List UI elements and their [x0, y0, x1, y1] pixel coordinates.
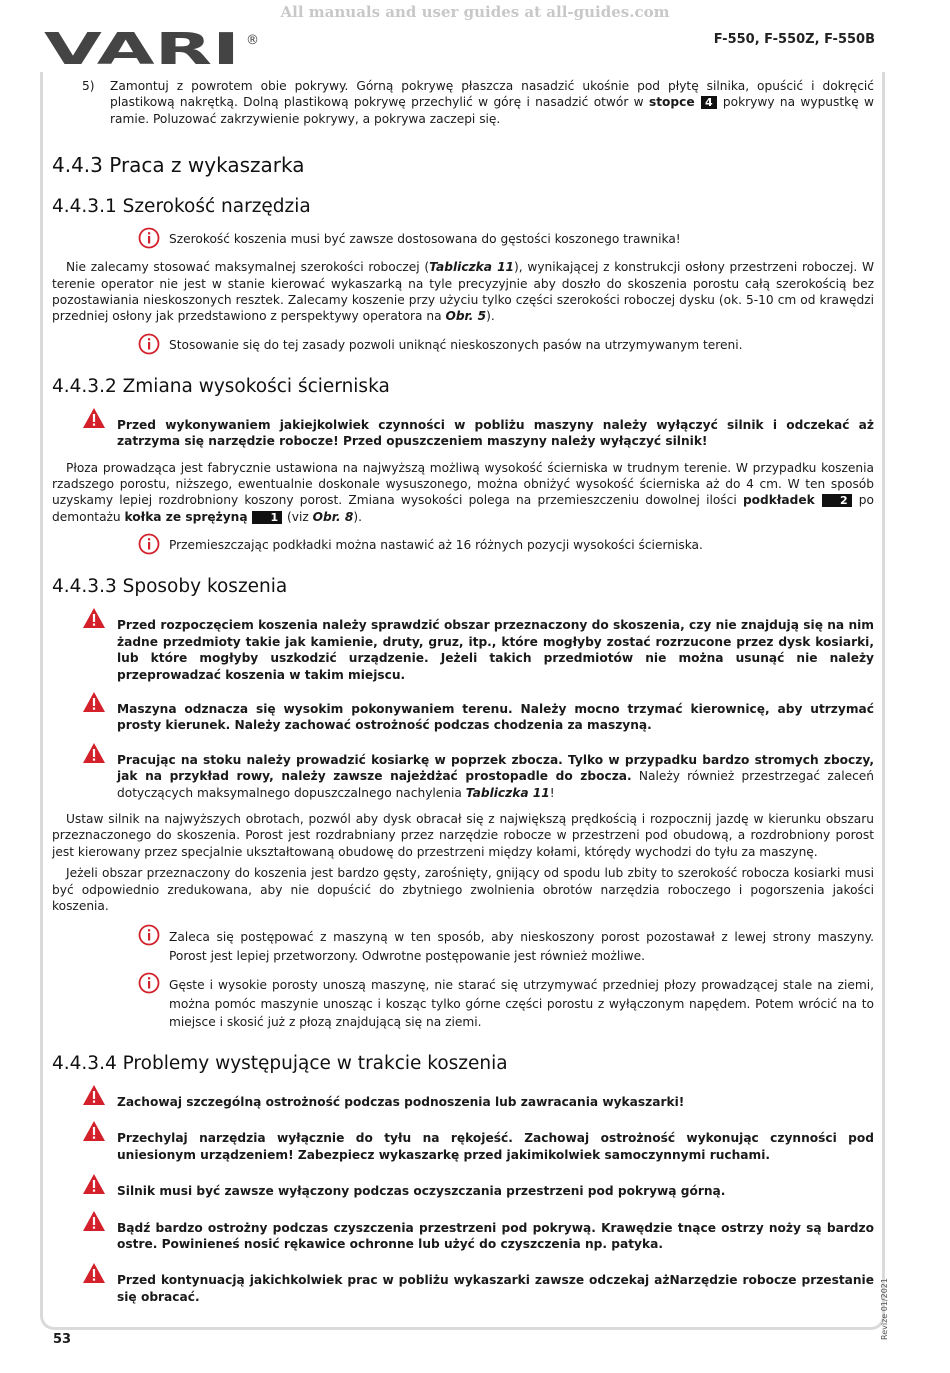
- warning-note: [82, 617, 874, 683]
- warning-triangle-icon: [82, 1173, 106, 1195]
- info-circle-icon: [138, 924, 160, 946]
- callout-number: 2: [822, 494, 852, 507]
- info-note: [138, 928, 874, 966]
- paragraph: Ustaw silnik na najwyższych obrotach, pozwól aby dysk obracał się z największą prędkością i rozpocznij jazdę w kierunku obszaru przeznaczonego do skoszenia. Porost jest rozdrabniany przez narzędzie robocze w przestrzeni pod obudową, a rozdrobniony porost jest kierowany przez specjalnie ukształtowaną obudowę do przestrzeni między kołami, którędy wychodzi do tyłu za maszynę.: [52, 811, 874, 859]
- warning-triangle-icon: [82, 407, 106, 429]
- vari-logo: [44, 30, 264, 68]
- warning-text: Przed rozpoczęciem koszenia należy sprawdzić obszar przeznaczony do skoszenia, czy nie znajdują się na nim żadne przedmioty takie jak kamienie, druty, gruz, itp., które mogłyby zostać rozrzucone przez dysk kosiarki, lub które mogłyby uszkodzić urządzenie. Jeżeli takich przedmiotów nie można usunąć nie należy przeprowadzać koszenia w takim miejscu.: [117, 618, 874, 682]
- callout-number: 4: [701, 96, 717, 109]
- warning-note: [82, 752, 874, 801]
- warning-note: [82, 1272, 874, 1305]
- info-note: [138, 976, 874, 1032]
- info-note-text: Przemieszczając podkładki można nastawić aż 16 różnych pozycji wysokości ścierniska.: [169, 538, 703, 553]
- warning-note: [82, 1130, 874, 1163]
- info-note-text: Stosowanie się do tej zasady pozwoli uniknąć nieskoszonych pasów na utrzymywanym tereni.: [169, 337, 743, 352]
- step-5-text: Zamontuj z powrotem obie pokrywy. Górną pokrywę płaszcza nasadzić ukośnie pod płytę silnika, opuścić i dokręcić plastikową nakrętką. Dolną plastikową pokrywę przechylić w górę i nasadzić otwór w stopce 4 pokrywy na wypustkę w ramie. Poluzować zakrzywienie pokrywy, a pokrywa zaczepi się.: [110, 79, 874, 126]
- model-header: F-550, F-550Z, F-550B: [713, 32, 875, 47]
- info-note-text: Zaleca się postępować z maszyną w ten sposób, aby nieskoszony porost pozostawał z lewej strony maszyny. Porost jest lepiej przetworzony. Odwrotne postępowanie jest również możliwe.: [169, 930, 874, 964]
- warning-text: Zachowaj szczególną ostrożność podczas podnoszenia lub zawracania wykaszarki!: [117, 1094, 685, 1109]
- warning-triangle-icon: [82, 1084, 106, 1106]
- info-circle-icon: [138, 972, 160, 994]
- warning-text: Przed kontynuacją jakichkolwiek prac w pobliżu wykaszarki zawsze odczekaj ażNarzędzie robocze przestanie się obracać.: [117, 1273, 874, 1304]
- paragraph: Jeżeli obszar przeznaczony do koszenia jest bardzo gęsty, zarośnięty, gnijący od spodu lub zbity to szerokość robocza kosiarki musi być odpowiednio zredukowana, aby nie dopuścić do zbytniego zwolnienia obrotów narzędzia roboczego i pogorszenia jakości koszenia.: [52, 866, 874, 913]
- warning-note: [82, 1094, 874, 1110]
- info-circle-icon: [138, 333, 160, 355]
- warning-triangle-icon: [82, 1262, 106, 1284]
- section-title: 4.4.3 Praca z wykaszarka: [52, 153, 305, 178]
- info-note: [138, 337, 874, 355]
- warning-triangle-icon: [82, 607, 106, 629]
- warning-text: Przed wykonywaniem jakiejkolwiek czynności w pobliżu maszyny należy wyłączyć silnik i odczekać aż zatrzyma się narzędzie robocze! Przed opuszczeniem maszyny należy wyłączyć silnik!: [117, 417, 874, 449]
- warning-text: Przechylaj narzędzia wyłącznie do tyłu na rękojeść. Zachowaj ostrożność wykonując czynności pod uniesionym urządzeniem! Zabezpiecz wykaszarkę przed jakimikolwiek samoczynnymi ruchami.: [117, 1131, 874, 1162]
- info-circle-icon: [138, 533, 160, 555]
- warning-note: [82, 1220, 874, 1253]
- logo-text: VARI: [44, 30, 240, 68]
- warning-note: [82, 701, 874, 734]
- info-note: [138, 231, 874, 249]
- paragraph: Płoza prowadząca jest fabrycznie ustawiona na najwyższą możliwą wysokość ścierniska w trudnym terenie. W przypadku koszenia rzadszego porostu, niższego, ewentualnie doskonale wysuszonego, można obniżyć wysokość ścierniska aż do 4 cm. W ten sposób uzyskamy lepiej rozdrobniony koszony porost. Zmiana wysokości polega na przemieszczeniu dowolnej ilości podkładek 2 po demontażu kołka ze sprężyną 1 (viz Obr. 8).: [52, 460, 874, 524]
- callout-number: 1: [252, 511, 282, 524]
- info-circle-icon: [138, 227, 160, 249]
- warning-text: Bądź bardzo ostrożny podczas czyszczenia przestrzeni pod pokrywą. Krawędzie tnące ostrzy noży są bardzo ostre. Powinieneś nosić rękawice ochronne lub użyć do czyszczenia np. patyka.: [117, 1220, 874, 1251]
- revision-label: Revize 01/2021: [880, 1278, 889, 1340]
- watermark: All manuals and user guides at all-guides.com: [280, 3, 670, 21]
- step-number: 5): [82, 79, 95, 93]
- page-content: [52, 78, 874, 1315]
- warning-note: [82, 1183, 874, 1199]
- info-note-text: Gęste i wysokie porosty unoszą maszynę, nie starać się utrzymywać przedniej płozy prowadzącej stale na ziemi, można pomóc maszynie unosząc i kosząc tylko górne części porostu z wyłączonym napędem. Potem wrócić na to miejsce i skosić już z płozą znajdującą się na ziemi.: [169, 978, 874, 1030]
- info-note-text: Szerokość koszenia musi być zawsze dostosowana do gęstości koszonego trawnika!: [169, 232, 681, 247]
- warning-triangle-icon: [82, 691, 106, 713]
- subsection-title: 4.4.3.4 Problemy występujące w trakcie koszenia: [52, 1052, 508, 1074]
- warning-triangle-icon: [82, 1210, 106, 1232]
- warning-note: [82, 417, 874, 450]
- warning-triangle-icon: [82, 1120, 106, 1142]
- warning-text: Pracując na stoku należy prowadzić kosiarkę w poprzek zbocza. Tylko w przypadku bardzo stromych zboczy, jak na przykład rowy, należy zawsze najeżdżać prostopadle do zbocza. Należy również przestrzegać zaleceń dotyczących maksymalnego dopuszczalnego nachylenia Tabliczka 11!: [117, 752, 875, 800]
- info-note: [138, 537, 874, 555]
- subsection-title: 4.4.3.2 Zmiana wysokości ścierniska: [52, 375, 390, 397]
- step-5: [82, 78, 874, 127]
- warning-triangle-icon: [82, 742, 106, 764]
- paragraph: Nie zalecamy stosować maksymalnej szerokości roboczej (Tabliczka 11), wynikającej z konstrukcji osłony przestrzeni roboczej. W terenie operator nie jest w stanie kierować wykaszarką na tyle precyzyjnie aby doszło do skoszenia porostu całą szerokością bez pozostawiania nieskoszonych resztek. Zalecamy koszenie przy użyciu tylko części szerokości roboczej dysku (ok. 5-10 cm od krawędzi przedniej osłony jak przedstawiono z perspektywy operatora na Obr. 5).: [52, 260, 874, 324]
- subsection-title: 4.4.3.1 Szerokość narzędzia: [52, 196, 311, 218]
- page-number: 53: [53, 1332, 72, 1347]
- subsection-title: 4.4.3.3 Sposoby koszenia: [52, 576, 288, 598]
- warning-text: Maszyna odznacza się wysokim pokonywaniem terenu. Należy mocno trzymać kierownicę, aby utrzymać prosty kierunek. Należy zachować ostrożność podczas chodzenia za maszyną.: [117, 701, 874, 733]
- warning-text: Silnik musi być zawsze wyłączony podczas oczyszczania przestrzeni pod pokrywą górną.: [117, 1184, 726, 1199]
- registered-mark: ®: [246, 33, 259, 48]
